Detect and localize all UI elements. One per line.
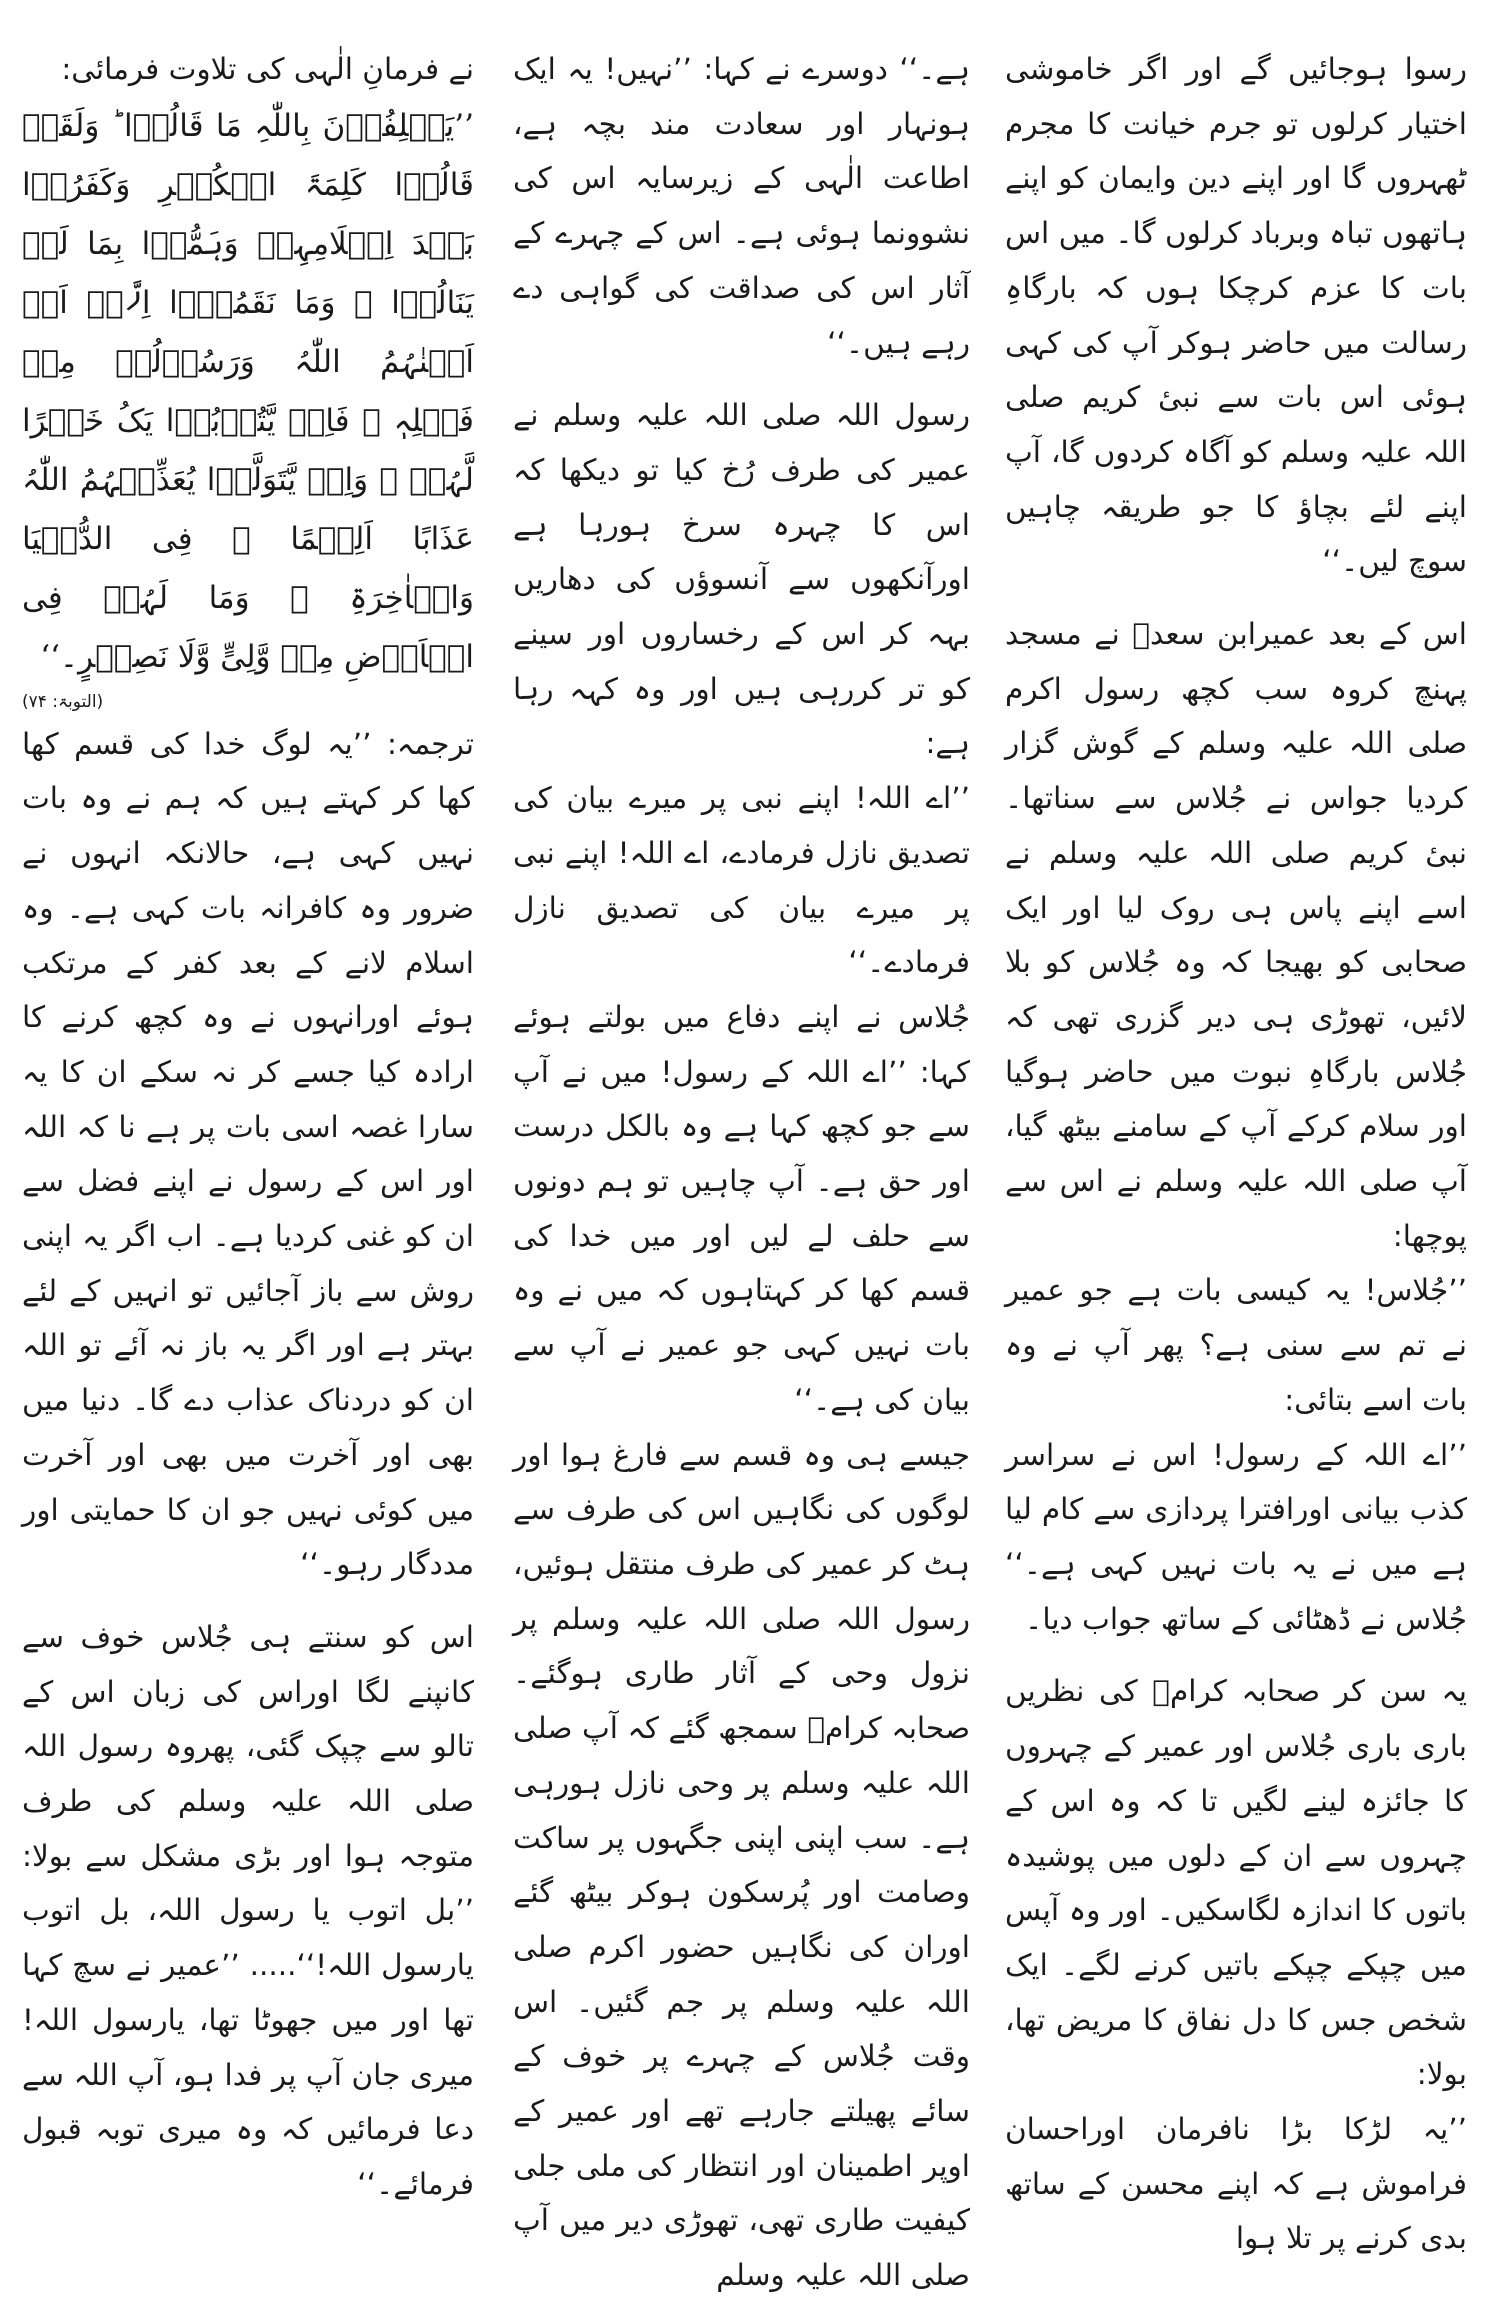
paragraph: ’’اے اللہ کے رسول! اس نے سراسر کذب بیانی اورافترا پردازی سے کام لیا ہے میں نے یہ بات نہیں کہی ہے۔‘‘ جُلاس نے ڈھٹائی کے ساتھ جواب دیا۔	[1005, 1437, 1467, 1636]
column-left	[22, 42, 474, 2201]
paragraph: اس کے بعد عمیرابن سعدؓ نے مسجد پہنچ کروہ سب کچھ رسول اکرم صلی اللہ علیہ وسلم کے گوش گزار کردیا جواس نے جُلاس سے سناتھا۔ نبیٔ کریم صلی اللہ علیہ وسلم نے اسے اپنے پاس ہی روک لیا اور ایک صحابی کو بھیجا کہ وہ جُلاس کو بلا لائیں، تھوڑی ہی دیر گزری تھی کہ جُلاس بارگاہِ نبوت میں حاضر ہوگیا اور سلام کرکے آپ کے سامنے بیٹھ گیا، آپ صلی اللہ علیہ وسلم نے اس سے پوچھا:	[1005, 617, 1467, 1253]
paragraph: رسول اللہ صلی اللہ علیہ وسلم نے عمیر کی طرف رُخ کیا تو دیکھا کہ اس کا چہرہ سرخ ہورہا ہے اورآنکھوں سے آنسوؤں کی دھاریں بہہ کر اس کے رخساروں اور سینے کو تر کررہی ہیں اور وہ کہہ رہا ہے:	[513, 398, 970, 761]
column-middle	[513, 42, 970, 2293]
verse-reference: (التوبۃ: ۷۴)	[22, 691, 104, 712]
paragraph: ’’یہ لڑکا بڑا نافرمان اوراحسان فراموش ہے کہ اپنے محسن کے ساتھ بدی کرنے پر تلا ہوا	[1005, 2112, 1467, 2256]
quran-verse: ’’یَحۡلِفُوۡنَ بِاللّٰہِ مَا قَالُوۡا ؕ وَلَقَدۡ قَالُوۡا کَلِمَۃَ الۡکُفۡرِ وَکَفَرُوۡا بَعۡدَ اِسۡلَامِہِمۡ وَہَمُّوۡا بِمَا لَمۡ یَنَالُوۡا ۚ وَمَا نَقَمُوۡۤا اِلَّاۤ اَنۡ اَغۡنٰہُمُ اللّٰہُ وَرَسُوۡلُہٗ مِنۡ فَضۡلِہٖ ۚ فَاِنۡ یَّتُوۡبُوۡا یَکُ خَیۡرًا لَّہُمۡ ۚ وَاِنۡ یَّتَوَلَّوۡا یُعَذِّبۡہُمُ اللّٰہُ عَذَابًا اَلِیۡمًا ۙ فِی الدُّنۡیَا وَالۡاٰخِرَۃِ ۚ وَمَا لَہُمۡ فِی الۡاَرۡضِ مِنۡ وَّلِیٍّ وَّلَا نَصِیۡرٍ۔‘‘	[22, 107, 474, 675]
translation-paragraph: ترجمہ: ’’یہ لوگ خدا کی قسم کھا کھا کر کہتے ہیں کہ ہم نے وہ بات نہیں کہی ہے، حالانکہ انہوں نے ضرور وہ کافرانہ بات کہی ہے۔ وہ اسلام لانے کے بعد کفر کے مرتکب ہوئے اورانہوں نے وہ کچھ کرنے کا ارادہ کیا جسے کر نہ سکے ان کا یہ سارا غصہ اسی بات پر ہے نا کہ اللہ اور اس کے رسول نے اپنے فضل سے ان کو غنی کردیا ہے۔ اب اگر یہ اپنی روش سے باز آجائیں تو انہیں کے لئے بہتر ہے اور اگر یہ باز نہ آئے تو اللہ ان کو دردناک عذاب دے گا۔ دنیا میں بھی اور آخرت میں بھی اور آخرت میں کوئی نہیں جو ان کا حمایتی اور مددگار رہو۔‘‘	[22, 726, 474, 1582]
paragraph: یہ سن کر صحابہ کرامؓ کی نظریں باری باری جُلاس اور عمیر کے چہروں کا جائزہ لینے لگیں تا کہ وہ اس کے چہروں سے ان کے دلوں میں پوشیدہ باتوں کا اندازہ لگاسکیں۔ اور وہ آپس میں چپکے چپکے باتیں کرنے لگے۔ ایک شخص جس کا دل نفاق کا مریض تھا، بولا:	[1005, 1674, 1467, 2092]
verse-intro: نے فرمانِ الٰہی کی تلاوت فرمائی:	[61, 52, 474, 86]
paragraph: ’’اے اللہ! اپنے نبی پر میرے بیان کی تصدیق نازل فرمادے، اے اللہ! اپنے نبی پر میرے بیان کی تصدیق نازل فرمادے۔‘‘	[513, 781, 970, 980]
column-right	[1005, 42, 1467, 2256]
paragraph: ’’جُلاس! یہ کیسی بات ہے جو عمیر نے تم سے سنی ہے؟ پھر آپ نے وہ بات اسے بتائی:	[1005, 1273, 1467, 1417]
paragraph: ہے۔‘‘ دوسرے نے کہا: ’’نہیں! یہ ایک ہونہار اور سعادت مند بچہ ہے، اطاعت الٰہی کے زیرسایہ اس کی نشوونما ہوئی ہے۔ اس کے چہرے کے آثار اس کی صداقت کی گواہی دے رہے ہیں۔‘‘	[513, 52, 970, 360]
paragraph: رسوا ہوجائیں گے اور اگر خاموشی اختیار کرلوں تو جرم خیانت کا مجرم ٹھہروں گا اور اپنے دین وایمان کو اپنے ہاتھوں تباہ وبرباد کرلوں گا۔ میں اس بات کا عزم کرچکا ہوں کہ بارگاہِ رسالت میں حاضر ہوکر آپ کی کہی ہوئی اس بات سے نبیٔ کریم صلی اللہ علیہ وسلم کو آگاہ کردوں گا، آپ اپنے لئے بچاؤ کا جو طریقہ چاہیں سوچ لیں۔‘‘	[1005, 52, 1467, 579]
paragraph: جُلاس نے اپنے دفاع میں بولتے ہوئے کہا: ’’اے اللہ کے رسول! میں نے آپ سے جو کچھ کہا ہے وہ بالکل درست اور حق ہے۔ آپ چاہیں تو ہم دونوں سے حلف لے لیں اور میں خدا کی قسم کھا کر کہتاہوں کہ میں نے وہ بات نہیں کہی جو عمیر نے آپ سے بیان کی ہے۔‘‘	[513, 999, 970, 1417]
paragraph: جیسے ہی وہ قسم سے فارغ ہوا اور لوگوں کی نگاہیں اس کی طرف سے ہٹ کر عمیر کی طرف منتقل ہوئیں، رسول اللہ صلی اللہ علیہ وسلم پر نزول وحی کے آثار طاری ہوگئے۔ صحابہ کرامؓ سمجھ گئے کہ آپ صلی اللہ علیہ وسلم پر وحی نازل ہورہی ہے۔ سب اپنی اپنی جگہوں پر ساکت وصامت اور پُرسکون ہوکر بیٹھ گئے اوران کی نگاہیں حضور اکرم صلی اللہ علیہ وسلم پر جم گئیں۔ اس وقت جُلاس کے چہرے پر خوف کے سائے پھیلتے جارہے تھے اور عمیر کے اوپر اطمینان اور انتظار کی ملی جلی کیفیت طاری تھی، تھوڑی دیر میں آپ صلی اللہ علیہ وسلم	[513, 1437, 970, 2293]
paragraph: اس کو سنتے ہی جُلاس خوف سے کانپنے لگا اوراس کی زبان اس کے تالو سے چپک گئی، پھروہ رسول اللہ صلی اللہ علیہ وسلم کی طرف متوجہ ہوا اور بڑی مشکل سے بولا: ’’بل اتوب یا رسول اللہ، بل اتوب یارسول اللہ!‘‘..... ’’عمیر نے سچ کہا تھا اور میں جھوٹا تھا، یارسول اللہ! میری جان آپ پر فدا ہو، آپ اللہ سے دعا فرمائیں کہ وہ میری توبہ قبول فرمائے۔‘‘	[22, 1619, 474, 2201]
